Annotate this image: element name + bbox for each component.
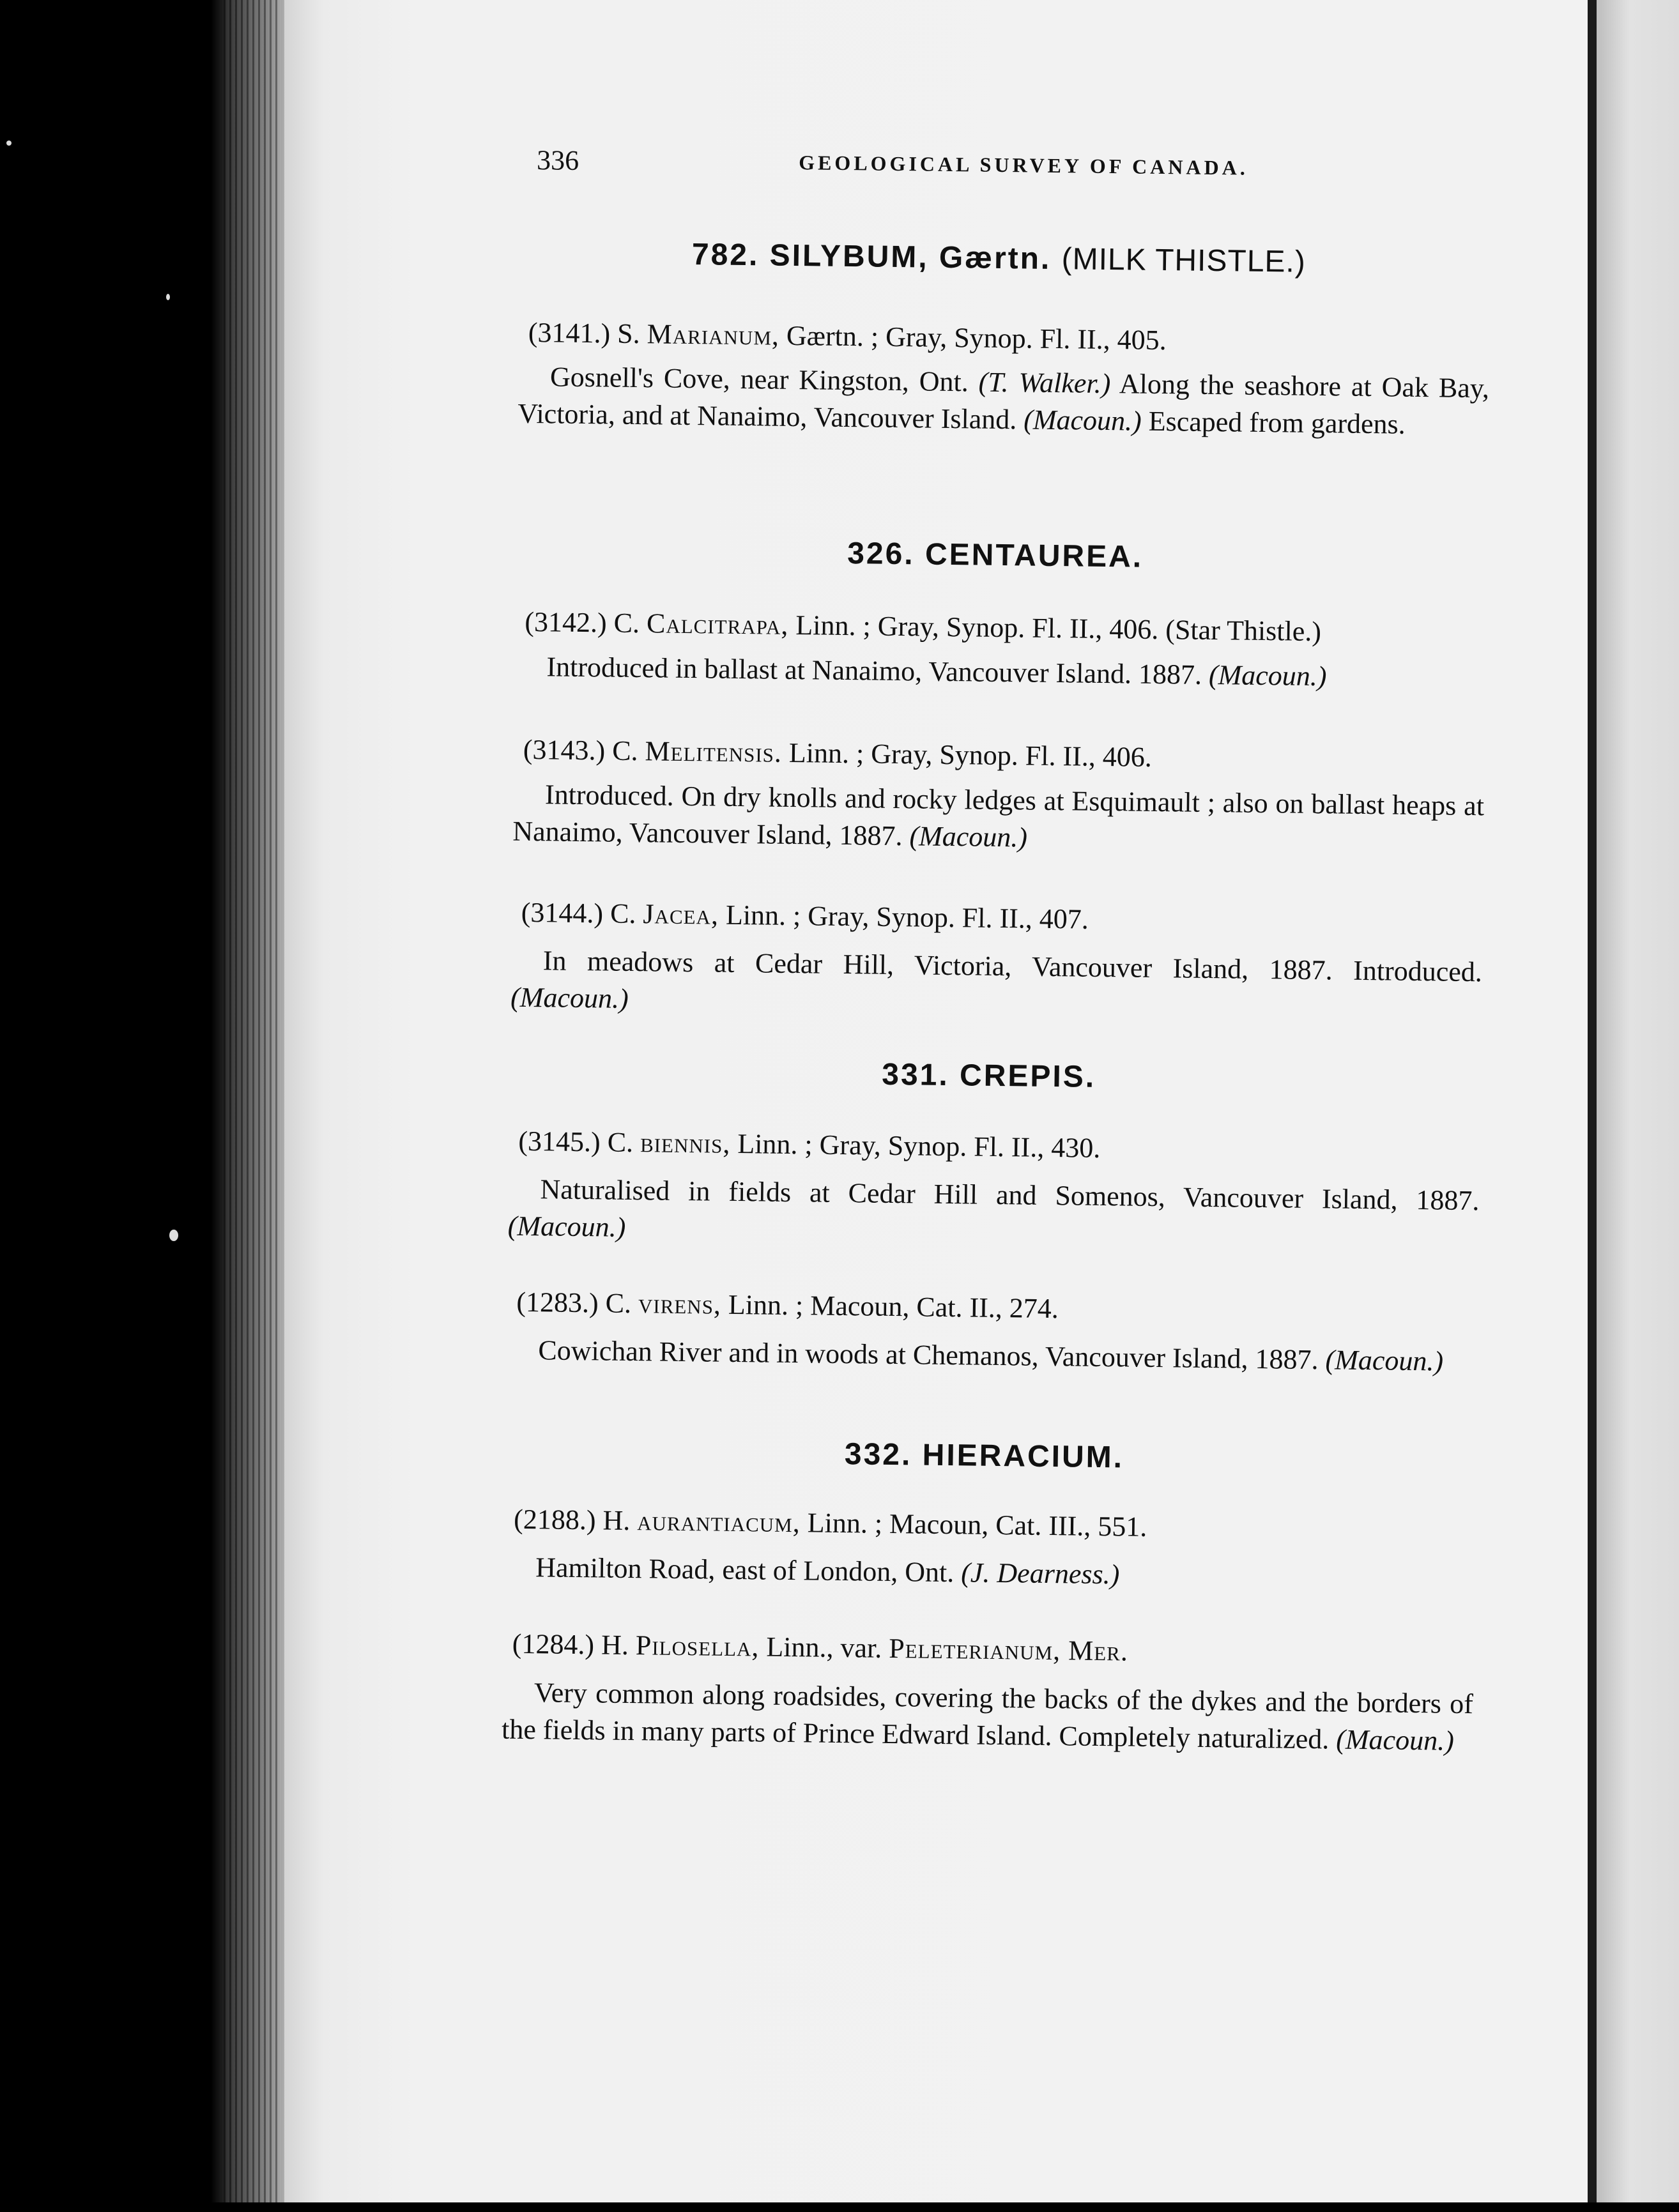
entry-species: Pilosella, [635,1629,760,1663]
entry-citation: Linn. ; Gray, Synop. Fl. II., 430. [737,1128,1101,1164]
collector: (Macoun.) [1325,1344,1444,1377]
entry-id: (3143.) [523,733,606,767]
journal-title: GEOLOGICAL SURVEY OF CANADA. [798,151,1249,179]
entry-species: biennis, [640,1127,731,1159]
collector: (J. Dearness.) [960,1557,1120,1590]
entry-genus-abbr: S. [617,317,641,350]
entry-description-3141 [518,358,1489,445]
description-text: Gosnell's Cove, near Kingston, Ont. [549,361,969,398]
description-text: Introduced in ballast at Nanaimo, Vancouver Island. 1887. [546,651,1202,690]
genus-name: HIERACIUM. [922,1438,1124,1475]
entry-heading-3143 [523,733,1153,774]
entry-genus-abbr: C. [611,735,638,767]
entry-species: aurantiacum, [637,1505,801,1539]
entry-genus-abbr: C. [610,897,636,930]
entry-description-1283 [506,1332,1478,1381]
entry-genus-abbr: H. [601,1629,629,1661]
genus-heading-centaurea [516,532,1475,579]
entry-description-3144 [510,942,1482,1028]
description-text: Hamilton Road, east of London, Ont. [535,1552,954,1589]
collector: (Macoun.) [909,820,1028,853]
entry-id: (3142.) [525,606,607,639]
collector: (Macoun.) [1335,1723,1455,1757]
entry-description-1284 [502,1674,1473,1760]
page-number: 336 [536,144,579,176]
genus-author: Gærtn. [939,240,1052,276]
collector: (Macoun.) [1208,659,1327,692]
entry-citation: Linn. ; Gray, Synop. Fl. II., 406. [795,609,1159,646]
genus-name: CENTAUREA. [924,537,1144,574]
entry-id: (3144.) [521,896,604,929]
description-text: Naturalised in fields at Cedar Hill and Somenos, Vancouver Island, 1887. [540,1173,1480,1217]
entry-heading-3145 [518,1125,1100,1164]
collector: (T. Walker.) [978,366,1111,400]
genus-number: 782. [691,238,760,273]
genus-name: CREPIS. [959,1058,1096,1094]
entry-genus-abbr: C. [613,607,640,639]
entry-id: (1284.) [512,1628,595,1661]
collector: (Macoun.) [507,1210,626,1243]
entry-citation: Linn. ; Macoun, Cat. III., 551. [807,1507,1147,1543]
entry-citation: Linn. ; Macoun, Cat. II., 274. [728,1288,1059,1325]
entry-citation: Linn., var. [766,1631,882,1664]
entry-species: virens, [638,1288,722,1320]
entry-heading-2188 [514,1503,1147,1543]
entry-citation: Gærtn. ; Gray, Synop. Fl. II., 405. [786,319,1167,356]
entry-description-2188 [503,1549,1475,1598]
entry-species: Calcitrapa, [646,607,789,641]
entry-description-3145 [507,1171,1479,1257]
entry-heading-3144 [521,896,1089,936]
description-text: In meadows at Cedar Hill, Victoria, Vancouver Island, 1887. Introduced. [542,945,1483,988]
running-head [537,144,1253,191]
description-text: Very common along roadsides, covering the backs of the dykes and the borders of the fields in many parts of Prince Edward Island. Completely naturalized. [501,1677,1474,1755]
entry-species: Marianum, [647,318,780,351]
entry-species: Melitensis. [645,735,783,768]
entry-genus-abbr: C. [605,1287,632,1320]
entry-citation: Linn. ; Gray, Synop. Fl. II., 406. [788,736,1153,773]
entry-heading-3141 [528,316,1167,356]
description-text: Escaped from gardens. [1148,405,1406,440]
entry-species: Jacea, [643,898,719,931]
genus-number: 326. [847,537,916,572]
entry-id: (1283.) [516,1286,599,1319]
collector: (Macoun.) [1023,404,1142,437]
entry-common-name: (Star Thistle.) [1165,614,1322,648]
genus-heading-silybum [519,235,1478,282]
entry-description-3142 [514,648,1486,698]
genus-heading-hieracium [505,1433,1464,1479]
genus-common-name: (MILK THISTLE.) [1061,242,1307,279]
genus-number: 331. [882,1057,950,1093]
entry-id: (3141.) [528,316,611,349]
entry-id: (3145.) [518,1125,601,1158]
entry-id: (2188.) [513,1503,596,1536]
entry-variety: Peleterianum, Mer. [889,1632,1129,1667]
description-text: Introduced. On dry knolls and rocky ledges at Esquimault ; also on ballast heaps at Nanaimo, Vancouver Island, 1887. [512,779,1485,852]
collector: (Macoun.) [510,981,629,1014]
entry-heading-3142 [525,606,1321,648]
entry-genus-abbr: H. [602,1504,631,1537]
genus-name: SILYBUM, [769,238,929,275]
genus-heading-crepis [509,1053,1468,1099]
description-text: Along the seashore at Oak Bay, Victoria, and at Nanaimo, Vancouver Island. [518,368,1490,436]
entry-description-3143 [512,776,1484,862]
entry-genus-abbr: C. [607,1126,634,1159]
genus-number: 332. [844,1437,912,1472]
entry-heading-1284 [512,1628,1129,1668]
entry-citation: Linn. ; Gray, Synop. Fl. II., 407. [725,899,1089,935]
description-text: Cowichan River and in woods at Chemanos, Vancouver Island, 1887. [538,1334,1319,1376]
entry-heading-1283 [516,1286,1059,1325]
